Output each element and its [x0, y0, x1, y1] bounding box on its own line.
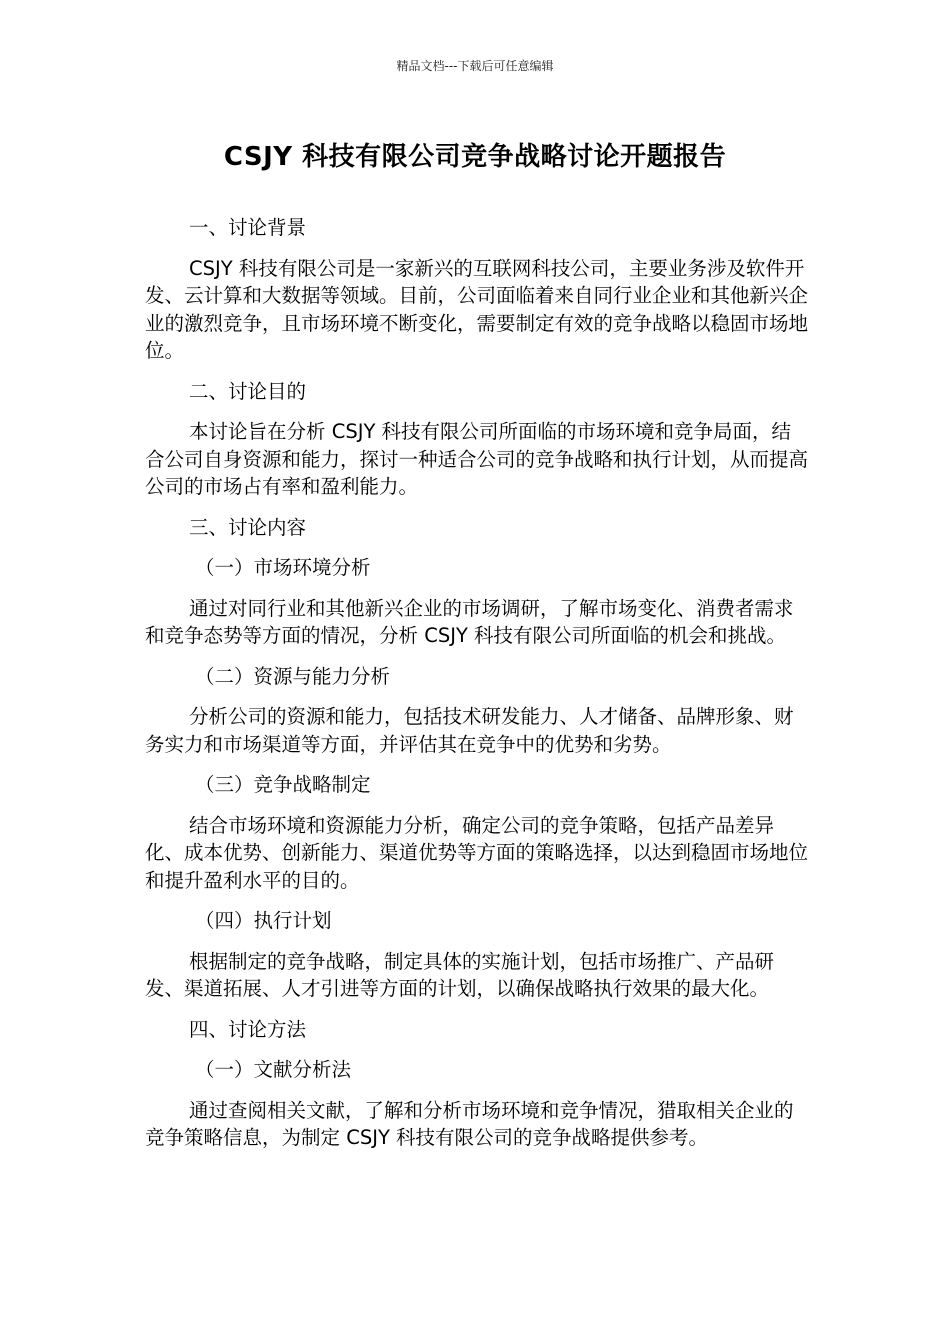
section-heading-content: 三、讨论内容	[189, 515, 307, 539]
subsection-paragraph-market: 通过对同行业和其他新兴企业的市场调研，了解市场变化、消费者需求和竞争态势等方面的情况，分析 CSJY 科技有限公司所面临的机会和挑战。	[145, 596, 794, 647]
page-header: 精品文档---下载后可任意编辑	[396, 59, 554, 73]
subsection-paragraph-strategy: 结合市场环境和资源能力分析，确定公司的竞争策略，包括产品差异化、成本优势、创新能力、渠道优势等方面的策略选择，以达到稳固市场地位和提升盈利水平的目的。	[145, 813, 809, 892]
document-body	[145, 214, 810, 1165]
subsection-heading-literature: （一）文献分析法	[195, 1058, 352, 1081]
section-paragraph-purpose: 本讨论旨在分析 CSJY 科技有限公司所面临的市场环境和竞争局面，结合公司自身资源和能力，探讨一种适合公司的竞争战略和执行计划，从而提高公司的市场占有率和盈利能力。	[145, 420, 809, 498]
document-title: CSJY 科技有限公司竞争战略讨论开题报告	[223, 142, 727, 172]
section-heading-background: 一、讨论背景	[189, 216, 307, 239]
section-heading-methods: 四、讨论方法	[189, 1017, 307, 1041]
section-paragraph-background: CSJY 科技有限公司是一家新兴的互联网科技公司，主要业务涉及软件开发、云计算和大数据等领域。目前，公司面临着来自同行业企业和其他新兴企业的激烈竞争，且市场环境不断变化，需要制定有效的竞争战略以稳固市场地位。	[145, 256, 809, 362]
subsection-paragraph-plan: 根据制定的竞争战略，制定具体的实施计划，包括市场推广、产品研发、渠道拓展、人才引进等方面的计划，以确保战略执行效果的最大化。	[145, 949, 775, 1000]
subsection-heading-resources: （二）资源与能力分析	[195, 664, 391, 688]
subsection-paragraph-resources: 分析公司的资源和能力，包括技术研发能力、人才储备、品牌形象、财务实力和市场渠道等方面，并评估其在竞争中的优势和劣势。	[145, 705, 794, 756]
subsection-heading-plan: （四）执行计划	[195, 909, 332, 932]
section-heading-purpose: 二、讨论目的	[189, 379, 307, 403]
subsection-paragraph-literature: 通过查阅相关文献，了解和分析市场环境和竞争情况，猎取相关企业的竞争策略信息，为制定 CSJY 科技有限公司的竞争战略提供参考。	[145, 1098, 794, 1149]
subsection-heading-market: （一）市场环境分析	[195, 556, 371, 579]
subsection-heading-strategy: （三）竞争战略制定	[195, 773, 371, 796]
